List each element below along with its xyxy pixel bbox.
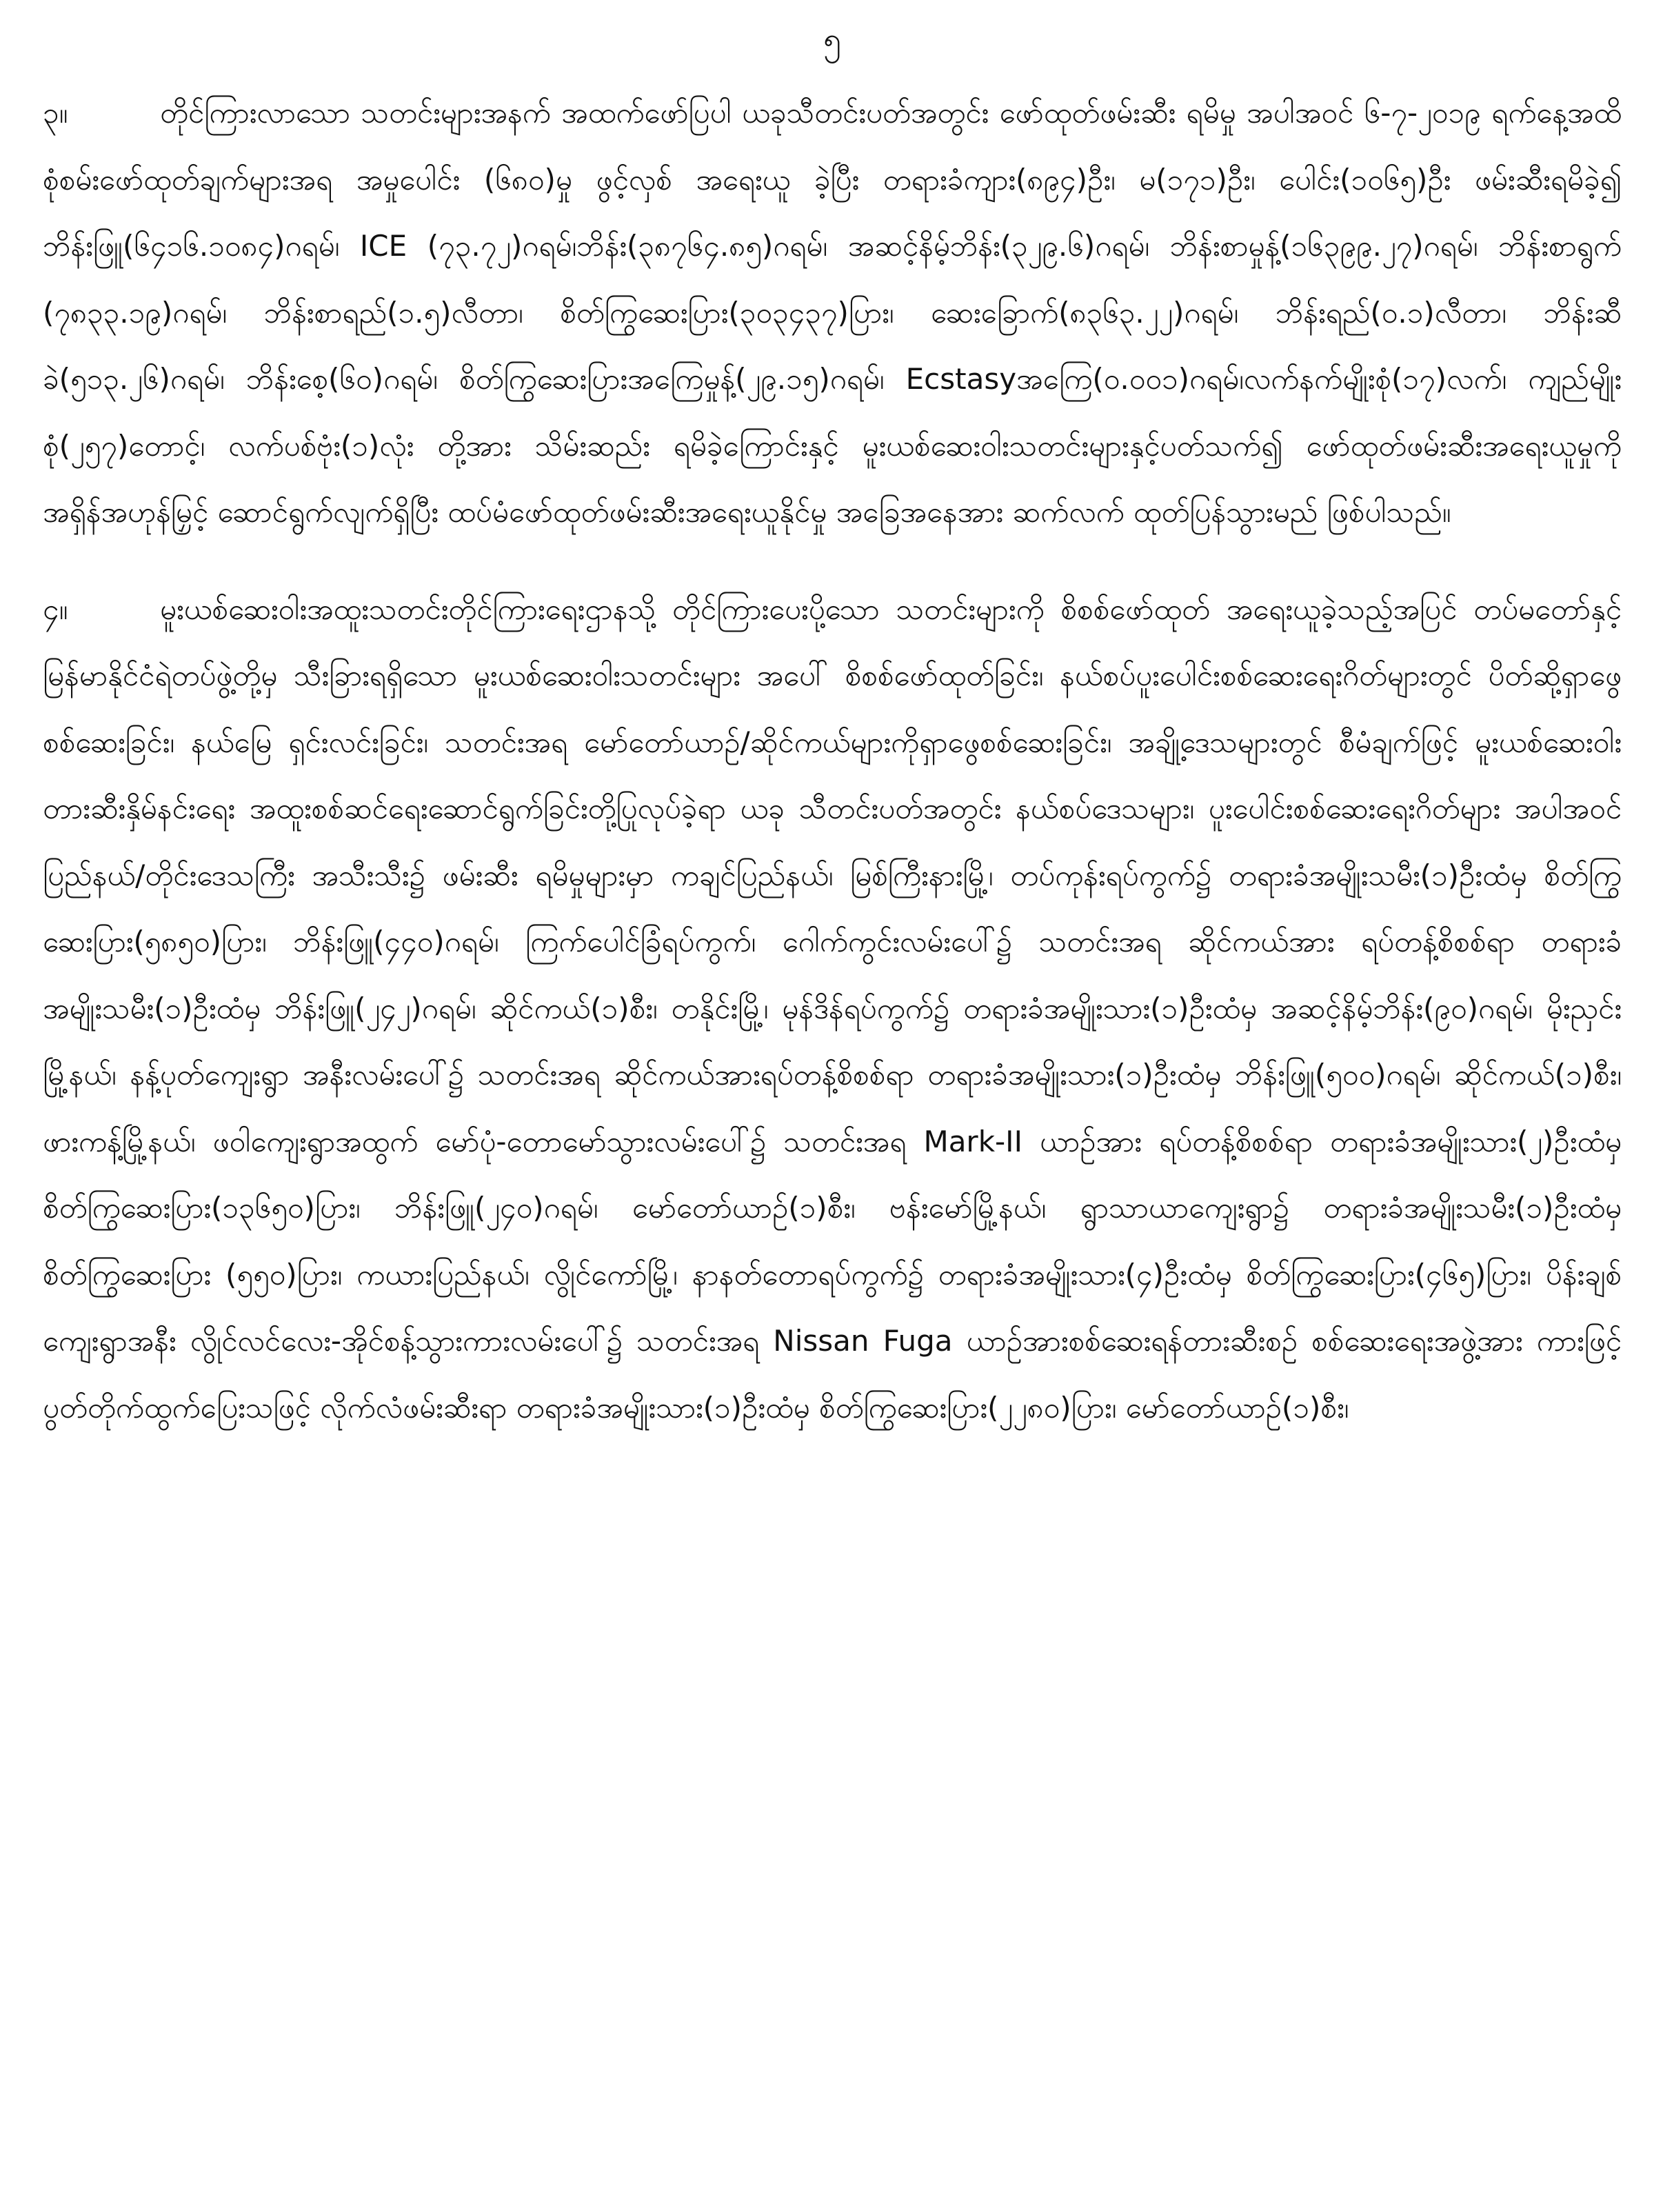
paragraph-number: ၄။ xyxy=(43,592,68,626)
paragraph-text: မူးယစ်ဆေးဝါးအထူးသတင်းတိုင်ကြားရေးဌာနသို့ တိုင်ကြားပေးပို့သော သတင်းများကို စိစစ်ဖော်ထုတ် အရေးယူခဲ့သည့်အပြင် တပ်မတော်နှင့် မြန်မာနိုင်ငံရဲတပ်ဖွဲ့တို့မှ သီးခြားရရှိသော မူးယစ်ဆေးဝါးသတင်းများ အပေါ် စိစစ်ဖော်ထုတ်ခြင်း၊ နယ်စပ်ပူးပေါင်းစစ်ဆေးရေးဂိတ်များတွင် ပိတ်ဆို့ရှာဖွေစစ်ဆေးခြင်း၊ နယ်မြေ ရှင်းလင်းခြင်း၊ သတင်းအရ မော်တော်ယာဉ်/ဆိုင်ကယ်များကိုရှာဖွေစစ်ဆေးခြင်း၊ အချို့ဒေသများတွင် စီမံချက်ဖြင့် မူးယစ်ဆေးဝါးတားဆီးနှိမ်နင်းရေး အထူးစစ်ဆင်ရေးဆောင်ရွက်ခြင်းတို့ပြုလုပ်ခဲ့ရာ ယခု သီတင်းပတ်အတွင်း နယ်စပ်ဒေသများ၊ ပူးပေါင်းစစ်ဆေးရေးဂိတ်များ အပါအဝင် ပြည်နယ်/တိုင်းဒေသကြီး အသီးသီး၌ ဖမ်းဆီး ရမိမှုများမှာ ကချင်ပြည်နယ်၊ မြစ်ကြီးနားမြို့၊ တပ်ကုန်းရပ်ကွက်၌ တရားခံအမျိုးသမီး(၁)ဦးထံမှ စိတ်ကြွ ဆေးပြား(၅၈၅၀)ပြား၊ ဘိန်းဖြူ(၄၄၀)ဂရမ်၊ ကြက်ပေါင်ခြံရပ်ကွက်၊ ဂေါက်ကွင်းလမ်းပေါ်၌ သတင်းအရ ဆိုင်ကယ်အား ရပ်တန့်စိစစ်ရာ တရားခံအမျိုးသမီး(၁)ဦးထံမှ ဘိန်းဖြူ(၂၄၂)ဂရမ်၊ ဆိုင်ကယ်(၁)စီး၊ တနိုင်းမြို့၊ မုန်ဒိန်ရပ်ကွက်၌ တရားခံအမျိုးသား(၁)ဦးထံမှ အဆင့်နိမ့်ဘိန်း(၉၀)ဂရမ်၊ မိုးညှင်းမြို့နယ်၊ နန့်ပုတ်ကျေးရွာ အနီးလမ်းပေါ်၌ သတင်းအရ ဆိုင်ကယ်အားရပ်တန့်စိစစ်ရာ တရားခံအမျိုးသား(၁)ဦးထံမှ ဘိန်းဖြူ(၅၀၀)ဂရမ်၊ ဆိုင်ကယ်(၁)စီး၊ ဖားကန့်မြို့နယ်၊ ဖဝါကျေးရွာအထွက် မော်ပုံ-တောမော်သွားလမ်းပေါ်၌ သတင်းအရ Mark-II ယာဉ်အား ရပ်တန့်စိစစ်ရာ တရားခံအမျိုးသား(၂)ဦးထံမှ စိတ်ကြွဆေးပြား(၁၃၆၅၀)ပြား၊ ဘိန်းဖြူ(၂၄၀)ဂရမ်၊ မော်တော်ယာဉ်(၁)စီး၊ ဗန်းမော်မြို့နယ်၊ ရွာသာယာကျေးရွာ၌ တရားခံအမျိုးသမီး(၁)ဦးထံမှ စိတ်ကြွဆေးပြား (၅၅၀)ပြား၊ ကယားပြည်နယ်၊ လွိုင်ကော်မြို့၊ နာနတ်တောရပ်ကွက်၌ တရားခံအမျိုးသား(၄)ဦးထံမှ စိတ်ကြွဆေးပြား(၄၆၅)ပြား၊ ပိန်းချစ်ကျေးရွာအနီး လွိုင်လင်လေး-အိုင်စန့်သွားကားလမ်းပေါ်၌ သတင်းအရ Nissan Fuga ယာဉ်အားစစ်ဆေးရန်တားဆီးစဉ် စစ်ဆေးရေးအဖွဲ့အား ကားဖြင့်ပွတ်တိုက်ထွက်ပြေးသဖြင့် လိုက်လံဖမ်းဆီးရာ တရားခံအမျိုးသား(၁)ဦးထံမှ စိတ်ကြွဆေးပြား(၂၂၈၀)ပြား၊ မော်တော်ယာဉ်(၁)စီး၊ xyxy=(43,592,1622,1425)
paragraph-number: ၃။ xyxy=(43,96,68,130)
paragraph-text: တိုင်ကြားလာသော သတင်းများအနက် အထက်ဖော်ပြပါ ယခုသီတင်းပတ်အတွင်း ဖော်ထုတ်ဖမ်းဆီး ရမိမှု အပါအဝင် ၆-၇-၂၀၁၉ ရက်နေ့အထိ စုံစမ်းဖော်ထုတ်ချက်များအရ အမှုပေါင်း (၆၈၀)မှု ဖွင့်လှစ် အရေးယူ ခဲ့ပြီး တရားခံကျား(၈၉၄)ဦး၊ မ(၁၇၁)ဦး၊ ပေါင်း(၁၀၆၅)ဦး ဖမ်းဆီးရမိခဲ့၍ ဘိန်းဖြူ(၆၄၁၆.၁၀၈၄)ဂရမ်၊ ICE (၇၃.၇၂)ဂရမ်၊ဘိန်း(၃၈၇၆၄.၈၅)ဂရမ်၊ အဆင့်နိမ့်ဘိန်း(၃၂၉.၆)ဂရမ်၊ ဘိန်းစာမှုန့်(၁၆၃၉၉.၂၇)ဂရမ်၊ ဘိန်းစာရွက် (၇၈၃၃.၁၉)ဂရမ်၊ ဘိန်းစာရည်(၁.၅)လီတာ၊ စိတ်ကြွဆေးပြား(၃၀၃၄၃၇)ပြား၊ ဆေးခြောက်(၈၃၆၃.၂၂)ဂရမ်၊ ဘိန်းရည်(၀.၁)လီတာ၊ ဘိန်းဆီခဲ(၅၁၃.၂၆)ဂရမ်၊ ဘိန်းစေ့(၆၀)ဂရမ်၊ စိတ်ကြွဆေးပြားအကြေမှုန့်(၂၉.၁၅)ဂရမ်၊ Ecstasyအကြေ(၀.၀၀၁)ဂရမ်၊လက်နက်မျိုးစုံ(၁၇)လက်၊ ကျည်မျိုးစုံ(၂၅၇)တောင့်၊ လက်ပစ်ဗုံး(၁)လုံး တို့အား သိမ်းဆည်း ရမိခဲ့ကြောင်းနှင့် မူးယစ်ဆေးဝါးသတင်းများနှင့်ပတ်သက်၍ ဖော်ထုတ်ဖမ်းဆီးအရေးယူမှုကို အရှိန်အဟုန်မြှင့် ဆောင်ရွက်လျက်ရှိပြီး ထပ်မံဖော်ထုတ်ဖမ်းဆီးအရေးယူနိုင်မှု အခြေအနေအား ဆက်လက် ထုတ်ပြန်သွားမည် ဖြစ်ပါသည်။ xyxy=(43,96,1622,529)
paragraph-3 xyxy=(43,80,1622,546)
paragraph-4 xyxy=(43,576,1622,1442)
document-page xyxy=(43,17,1622,2195)
page-number: ၅ xyxy=(823,20,841,57)
